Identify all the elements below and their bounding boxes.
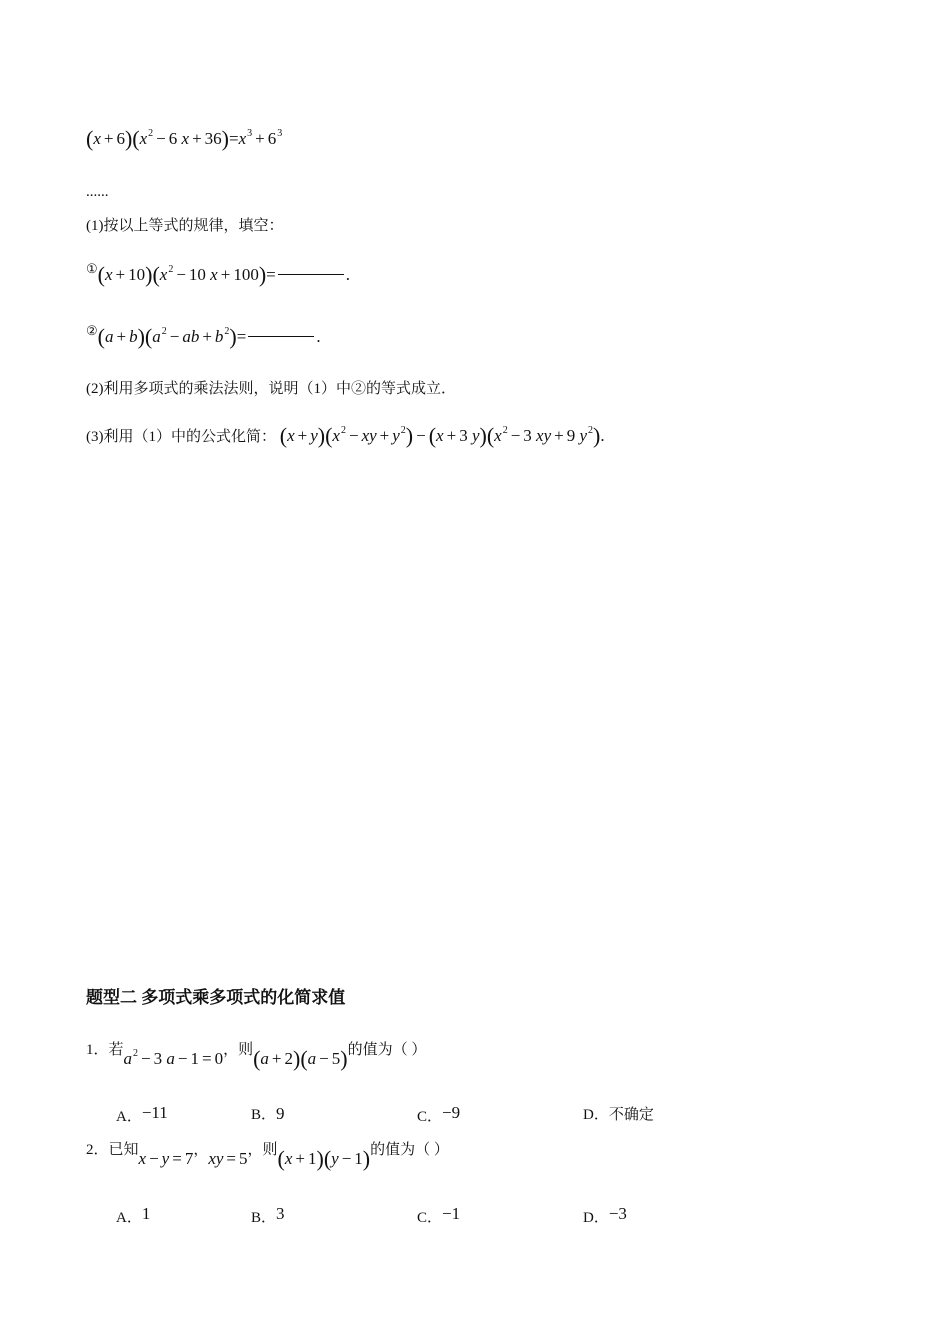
problem-1-condition: $a^2 - 3$ a − 1 = 0 <box>123 1048 224 1068</box>
problem-2-condition-1: x − y = 7 <box>138 1149 194 1168</box>
problem-number: 1． <box>86 1042 109 1058</box>
ellipsis: ...... <box>86 184 109 200</box>
problem-text: ，则 <box>223 1042 254 1058</box>
problem-2-condition-2: xy = 5 <box>208 1149 248 1168</box>
option-2b[interactable]: B．3 <box>251 1204 285 1226</box>
question-3-expression: $(x + y)(x^2$ − xy + $y^2) - (x + 3$ $y)(x^2 - 3$ xy + 9 $y^2$). <box>279 423 605 448</box>
question-1-intro: (1)按以上等式的规律，填空： <box>86 218 284 234</box>
question-3 <box>86 425 605 447</box>
problem-text: 的值为（ ） <box>347 1042 427 1058</box>
option-1b[interactable]: B．9 <box>251 1104 285 1123</box>
problem-2-expression: (x + 1)(y − 1) <box>277 1146 371 1171</box>
option-1d[interactable]: D．不确定 <box>583 1107 654 1123</box>
question-1-item-2: $^②(a + b)(a^2$ − ab + $b^2)=$ . <box>86 323 321 349</box>
question-3-text: (3)利用（1）中的公式化简： <box>86 429 276 445</box>
question-1-item-1: $^①(x + 10)(x^2 - 10$ x + 100)= . <box>86 261 350 287</box>
problem-number: 2． <box>86 1142 109 1158</box>
problem-text: 若 <box>108 1042 124 1058</box>
problem-1 <box>86 1043 426 1070</box>
problem-text: ，则 <box>247 1142 278 1158</box>
section-title: 题型二 多项式乘多项式的化简求值 <box>86 988 346 1007</box>
problem-1-expression: (a + 2)(a − 5) <box>253 1046 348 1071</box>
problem-text: 已知 <box>108 1142 139 1158</box>
item-marker: ① <box>86 261 98 276</box>
example-equation: $(x + 6)(x^2 - 6$ $x + 36)=x^3 + 6^3$ <box>86 126 283 151</box>
problem-text: 的值为（ ） <box>370 1142 449 1158</box>
answer-blank[interactable] <box>278 273 344 275</box>
option-1a[interactable]: A．−11 <box>116 1103 168 1125</box>
option-2d[interactable]: D．−3 <box>583 1204 627 1226</box>
item-marker: ② <box>86 323 98 338</box>
option-1c[interactable]: C．−9 <box>417 1103 461 1125</box>
problem-2 <box>86 1143 449 1170</box>
option-2a[interactable]: A．1 <box>116 1204 151 1226</box>
problem-text: ， <box>193 1142 209 1158</box>
answer-blank[interactable] <box>248 335 314 337</box>
option-2c[interactable]: C．−1 <box>417 1204 461 1226</box>
question-2: (2)利用多项式的乘法法则，说明（1）中②的等式成立． <box>86 381 456 397</box>
